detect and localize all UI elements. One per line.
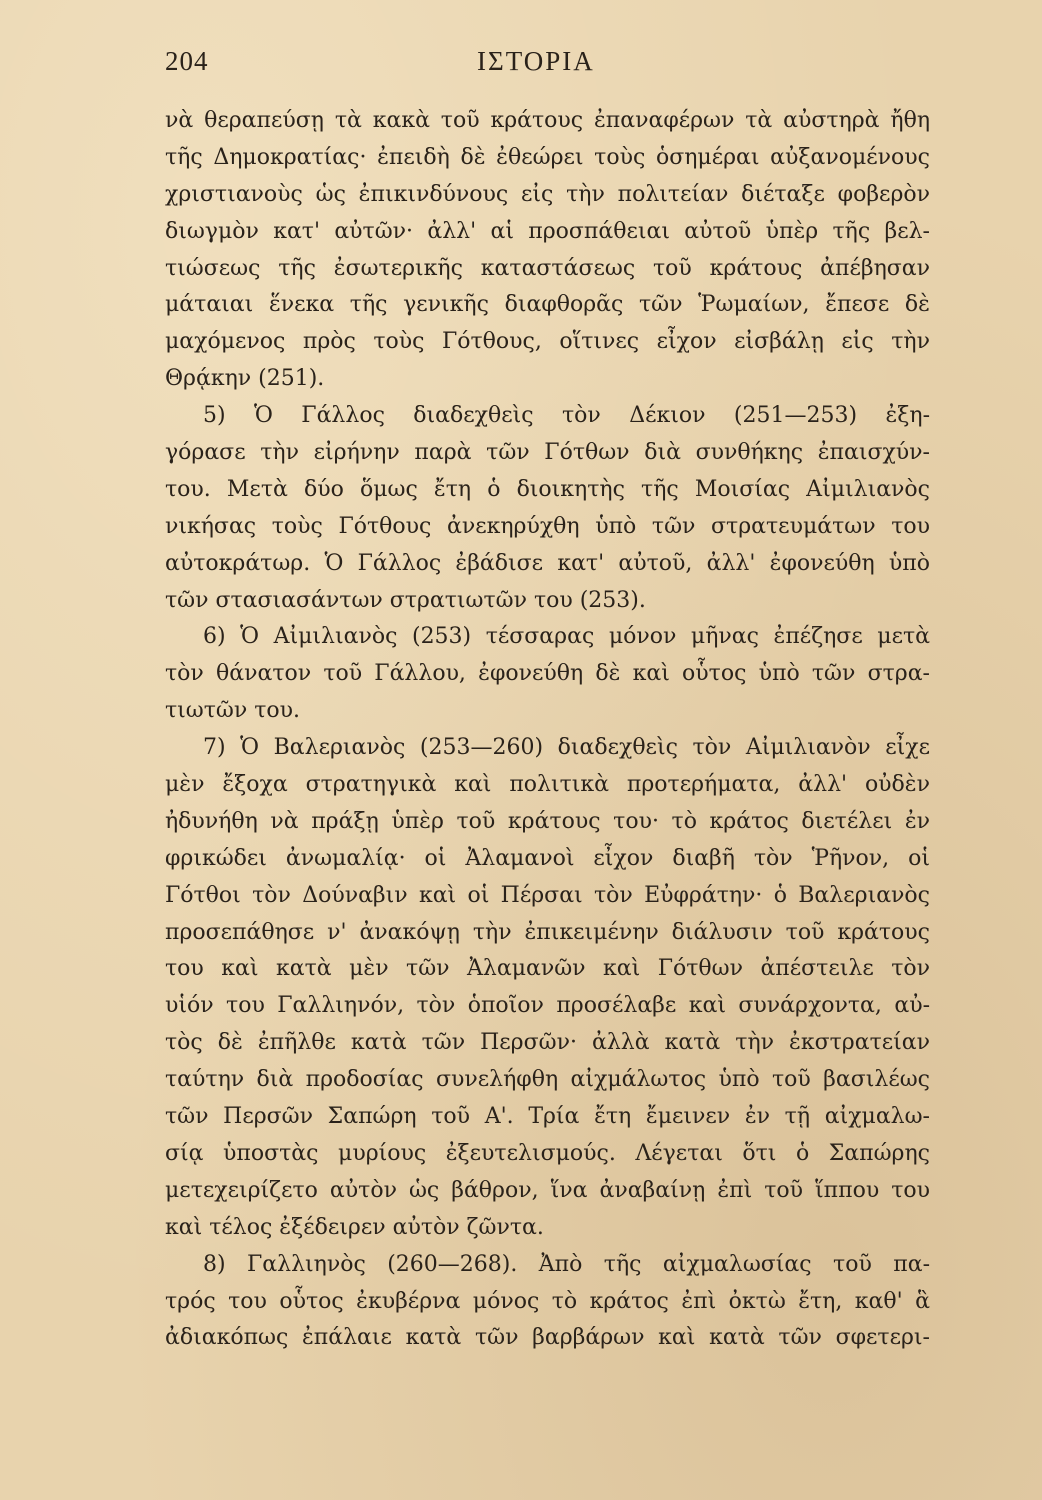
text-line: τὸς δὲ ἐπῆλθε κατὰ τῶν Περσῶν· ἀλλὰ κατὰ τὴν ἐκστρατείαν bbox=[165, 1030, 930, 1056]
text-line: διωγμὸν κατ' αὐτῶν· ἀλλ' αἱ προσπάθειαι αὐτοῦ ὑπὲρ τῆς βελ- bbox=[165, 218, 930, 244]
text-line: Γότθοι τὸν Δούναβιν καὶ οἱ Πέρσαι τὸν Εὐφράτην· ὁ Βαλεριανὸς bbox=[165, 882, 930, 908]
text-line: ταύτην διὰ προδοσίας συνελήφθη αἰχμάλωτος ὑπὸ τοῦ βασιλέως bbox=[165, 1067, 930, 1093]
text-line: γόρασε τὴν εἰρήνην παρὰ τῶν Γότθων διὰ συνθήκης ἐπαισχύν- bbox=[165, 440, 930, 466]
text-line: τρός του οὗτος ἐκυβέρνα μόνος τὸ κράτος ἐπὶ ὀκτὼ ἔτη, καθ' ἃ bbox=[165, 1288, 930, 1314]
text-line: ἠδυνήθη νὰ πράξῃ ὑπὲρ τοῦ κράτους του· τὸ κράτος διετέλει ἐν bbox=[165, 808, 930, 834]
text-line: τιωτῶν του. bbox=[165, 698, 300, 724]
text-line: μετεχειρίζετο αὐτὸν ὡς βάθρον, ἵνα ἀναβαίνῃ ἐπὶ τοῦ ἵππου του bbox=[165, 1177, 930, 1203]
text-line: του καὶ κατὰ μὲν τῶν Ἀλαμανῶν καὶ Γότθων ἀπέστειλε τὸν bbox=[165, 956, 930, 982]
text-line: νὰ θεραπεύσῃ τὰ κακὰ τοῦ κράτους ἐπαναφέρων τὰ αὐστηρὰ ἤθη bbox=[165, 108, 930, 133]
text-line: του. Μετὰ δύο ὅμως ἔτη ὁ διοικητὴς τῆς Μοισίας Αἰμιλιανὸς bbox=[165, 476, 930, 502]
text-line: μαχόμενος πρὸς τοὺς Γότθους, οἵτινες εἶχον εἰσβάλῃ εἰς τὴν bbox=[165, 329, 930, 355]
text-line: αὐτοκράτωρ. Ὁ Γάλλος ἐβάδισε κατ' αὐτοῦ, ἀλλ' ἐφονεύθη ὑπὸ bbox=[165, 550, 930, 576]
page-number: 204 bbox=[165, 46, 209, 76]
text-line: υἱόν του Γαλλιηνόν, τὸν ὁποῖον προσέλαβε καὶ συνάρχοντα, αὐ- bbox=[165, 993, 930, 1019]
text-line: σίᾳ ὑποστὰς μυρίους ἐξευτελισμούς. Λέγεται ὅτι ὁ Σαπώρης bbox=[165, 1140, 930, 1166]
text-line: τῶν στασιασάντων στρατιωτῶν του (253). bbox=[165, 587, 646, 613]
text-line: 6) Ὁ Αἰμιλιανὸς (253) τέσσαρας μόνον μῆνας ἐπέζησε μετὰ bbox=[203, 624, 930, 650]
text-line: φρικώδει ἀνωμαλίᾳ· οἱ Ἀλαμανοὶ εἶχον διαβῆ τὸν Ῥῆνον, οἱ bbox=[165, 845, 930, 871]
text-line: προσεπάθησε ν' ἀνακόψῃ τὴν ἐπικειμένην διάλυσιν τοῦ κράτους bbox=[165, 919, 930, 945]
text-line: Θρᾴκην (251). bbox=[165, 366, 325, 392]
text-line: νικήσας τοὺς Γότθους ἀνεκηρύχθη ὑπὸ τῶν στρατευμάτων του bbox=[165, 513, 930, 539]
body-text bbox=[165, 103, 930, 1357]
text-line: τὸν θάνατον τοῦ Γάλλου, ἐφονεύθη δὲ καὶ οὗτος ὑπὸ τῶν στρα- bbox=[165, 661, 930, 687]
text-line: μάταιαι ἕνεκα τῆς γενικῆς διαφθορᾶς τῶν Ῥωμαίων, ἔπεσε δὲ bbox=[165, 292, 930, 318]
text-line: 5) Ὁ Γάλλος διαδεχθεὶς τὸν Δέκιον (251—253) ἐξη- bbox=[203, 403, 930, 429]
text-line: χριστιανοὺς ὡς ἐπικινδύνους εἰς τὴν πολιτείαν διέταξε φοβερὸν bbox=[165, 181, 930, 207]
text-line: τιώσεως τῆς ἐσωτερικῆς καταστάσεως τοῦ κράτους ἀπέβησαν bbox=[165, 255, 930, 281]
text-line: μὲν ἔξοχα στρατηγικὰ καὶ πολιτικὰ προτερήματα, ἀλλ' οὐδὲν bbox=[165, 772, 930, 798]
running-head: ΙΣΤΟΡΙΑ bbox=[477, 46, 595, 76]
text-line: ἀδιακόπως ἐπάλαιε κατὰ τῶν βαρβάρων καὶ κατὰ τῶν σφετερι- bbox=[165, 1325, 930, 1351]
text-line: 8) Γαλλιηνὸς (260—268). Ἀπὸ τῆς αἰχμαλωσίας τοῦ πα- bbox=[203, 1251, 930, 1277]
text-line: τῆς Δημοκρατίας· ἐπειδὴ δὲ ἐθεώρει τοὺς ὁσημέραι αὐξανομένους bbox=[165, 144, 930, 170]
text-line: τῶν Περσῶν Σαπώρη τοῦ Α'. Τρία ἔτη ἔμεινεν ἐν τῇ αἰχμαλω- bbox=[165, 1104, 930, 1130]
page-header bbox=[165, 46, 930, 86]
text-line: 7) Ὁ Βαλεριανὸς (253—260) διαδεχθεὶς τὸν Αἰμιλιανὸν εἶχε bbox=[203, 735, 930, 761]
text-line: καὶ τέλος ἐξέδειρεν αὐτὸν ζῶντα. bbox=[165, 1214, 544, 1240]
